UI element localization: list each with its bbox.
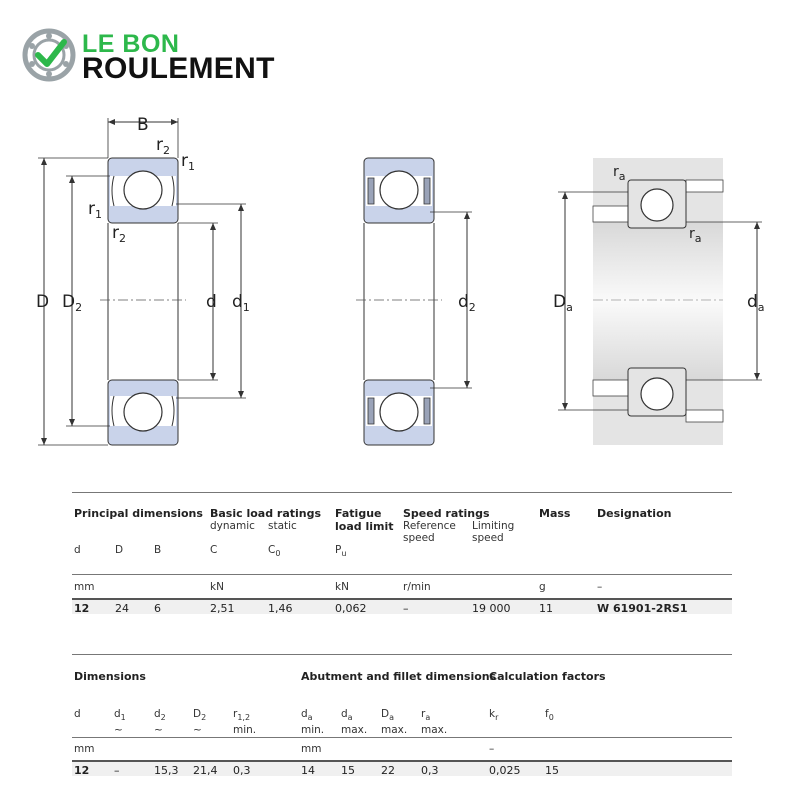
value-d: 12 <box>74 764 90 777</box>
label-d2: $d_2$ <box>458 292 476 314</box>
label-r1-top: $r_1$ <box>181 151 195 173</box>
value-lim-speed: 19 000 <box>472 602 511 615</box>
label-d: d <box>206 292 217 312</box>
label-da: $d_a$ <box>747 292 765 314</box>
value-ra-max: 0,3 <box>421 764 439 777</box>
label-ra-top: $r_a$ <box>613 164 626 183</box>
header-dimensions: Dimensions <box>74 670 146 683</box>
value-kr: 0,025 <box>489 764 521 777</box>
label-ra-right: $r_a$ <box>689 226 702 245</box>
value-B: 6 <box>154 602 161 615</box>
value-C0: 1,46 <box>268 602 293 615</box>
header-designation: Designation <box>597 507 672 520</box>
symbol-d2: $d_2$ ~ <box>154 708 166 737</box>
logo-text-line2: ROULEMENT <box>82 52 275 85</box>
bearing-technical-drawing <box>0 100 800 470</box>
value-Pu: 0,062 <box>335 602 367 615</box>
header-calc-factors: Calculation factors <box>489 670 606 683</box>
header-speed-ratings: Speed ratings <box>403 507 490 520</box>
header-principal-dimensions: Principal dimensions <box>74 507 203 520</box>
symbol-Da-max: $D_a$ max. <box>381 708 408 737</box>
symbol-f0: $f_0$ <box>545 708 554 723</box>
label-r2-top: $r_2$ <box>156 135 170 157</box>
header-basic-load-ratings: Basic load ratings <box>210 507 322 520</box>
header-mass: Mass <box>539 507 571 520</box>
label-Da: $D_a$ <box>553 292 573 314</box>
value-D: 24 <box>115 602 129 615</box>
bearing-section-view <box>36 115 250 445</box>
value-d1: – <box>114 764 120 777</box>
value-mass: 11 <box>539 602 553 615</box>
specs-table-2 <box>72 654 732 784</box>
label-D: D <box>36 292 50 312</box>
header-reference: Reference <box>403 520 456 532</box>
header-static: static <box>268 520 297 532</box>
label-B: B <box>137 115 149 135</box>
symbol-kr: $k_r$ <box>489 708 499 723</box>
unit-rpm: r/min <box>403 581 431 593</box>
symbol-d: d <box>74 544 81 556</box>
unit-mm: mm <box>74 743 95 755</box>
value-C: 2,51 <box>210 602 235 615</box>
label-D2: $D_2$ <box>62 292 83 314</box>
header-fatigue: Fatigue <box>335 507 382 520</box>
label-d1: $d_1$ <box>232 292 250 314</box>
unit-kN: kN <box>210 581 224 593</box>
symbol-da-max: $d_a$ max. <box>341 708 368 737</box>
label-r2-left: $r_2$ <box>112 223 126 245</box>
value-f0: 15 <box>545 764 559 777</box>
unit-mm-abutment: mm <box>301 743 322 755</box>
symbol-D: D <box>115 544 124 556</box>
value-d: 12 <box>74 602 90 615</box>
bearing-mounting-view <box>553 158 765 445</box>
header-load-limit: load limit <box>335 520 394 533</box>
symbol-d1: $d_1$ ~ <box>114 708 126 737</box>
symbol-C0: $C_0$ <box>268 544 281 559</box>
symbol-Pu: $P_u$ <box>335 544 347 559</box>
value-designation: W 61901-2RS1 <box>597 602 688 615</box>
header-limiting: Limiting <box>472 520 515 532</box>
header-limiting-speed: speed <box>472 532 504 544</box>
header-dynamic: dynamic <box>210 520 255 532</box>
specs-table-1 <box>72 492 732 617</box>
value-da-max: 15 <box>341 764 355 777</box>
value-r12: 0,3 <box>233 764 251 777</box>
unit-mm: mm <box>74 581 95 593</box>
symbol-ra-max: $r_a$ max. <box>421 708 448 737</box>
unit-dash: – <box>489 743 495 755</box>
symbol-d: d <box>74 708 81 720</box>
brand-logo <box>22 26 302 86</box>
symbol-D2: $D_2$ ~ <box>193 708 207 737</box>
label-r1-left: $r_1$ <box>88 199 102 221</box>
bearing-sealed-view <box>356 158 476 445</box>
symbol-B: B <box>154 544 162 556</box>
value-ref-speed: – <box>403 602 409 615</box>
bearing-check-icon <box>22 28 76 82</box>
logo-text-line1: LE BON <box>82 30 180 58</box>
symbol-r12: $r_{1,2}$ min. <box>233 708 257 737</box>
header-abutment: Abutment and fillet dimensions <box>301 670 497 683</box>
symbol-da-min: $d_a$ min. <box>301 708 325 737</box>
unit-g: g <box>539 581 546 593</box>
header-reference-speed: speed <box>403 532 435 544</box>
symbol-C: C <box>210 544 218 556</box>
unit-dash: – <box>597 581 603 593</box>
value-da-min: 14 <box>301 764 315 777</box>
value-D2: 21,4 <box>193 764 218 777</box>
unit-kN-fatigue: kN <box>335 581 349 593</box>
value-d2: 15,3 <box>154 764 179 777</box>
value-Da-max: 22 <box>381 764 395 777</box>
